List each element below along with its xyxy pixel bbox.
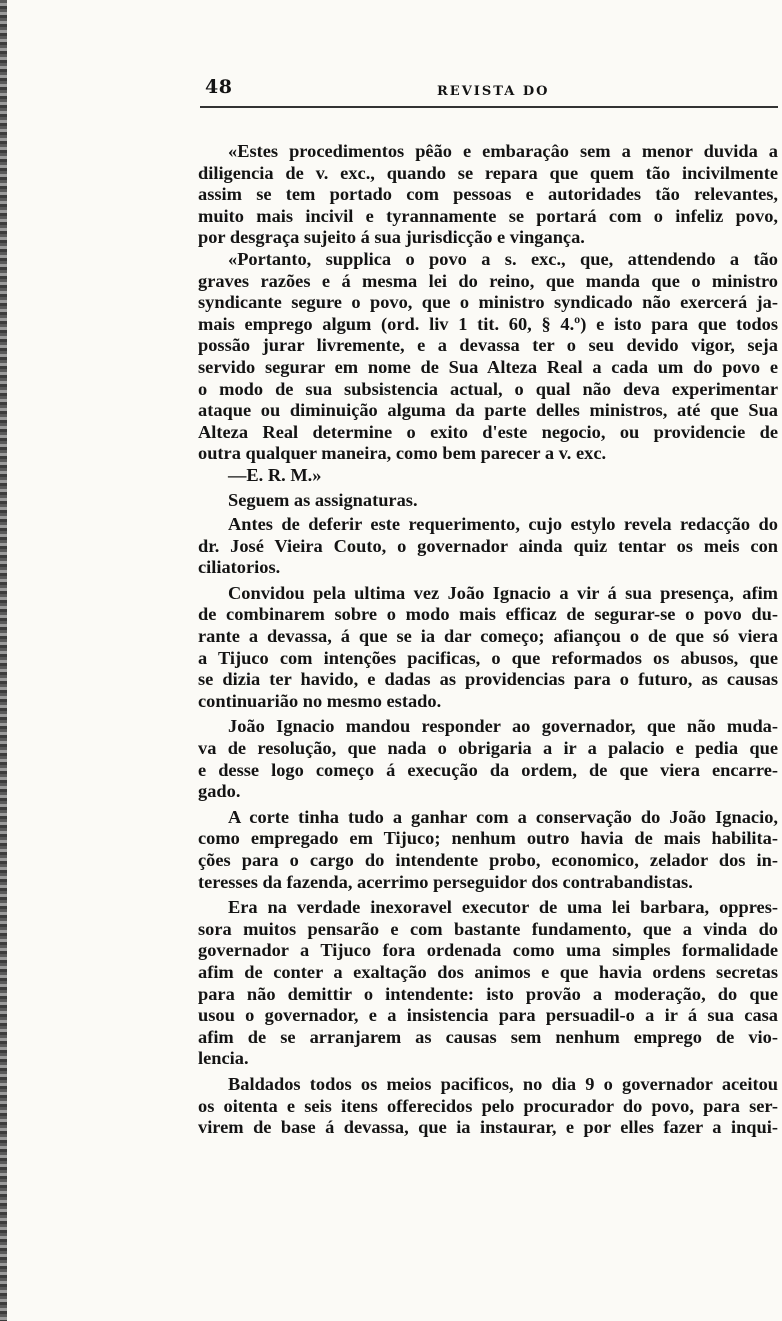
text-line: «Portanto, supplica o povo a s. exc., que, attendendo a tão bbox=[228, 248, 778, 269]
text-line: afim de conter a exaltação dos animos e que havia ordens secretas bbox=[198, 961, 778, 982]
header-rule bbox=[200, 106, 778, 108]
text-line: de combinarem sobre o modo mais efficaz de segurar-se o povo du- bbox=[198, 604, 778, 625]
text-line: ciliatorios. bbox=[198, 557, 281, 578]
text-line: va de resolução, que nada o obrigaria a ir a palacio e pedia que bbox=[198, 738, 778, 759]
text-line: diligencia de v. exc., quando se repara que quem tão incivilmente bbox=[198, 162, 778, 183]
text-line: e desse logo começo á execução da ordem, de que viera encarre- bbox=[198, 759, 778, 780]
page-number: 48 bbox=[205, 76, 233, 98]
closing-formula: —E. R. M.» bbox=[228, 464, 322, 485]
text-line: por desgraça sujeito á sua jurisdicção e vingança. bbox=[198, 227, 585, 248]
text-line: Alteza Real determine o exito d'este negocio, ou providencie de bbox=[198, 421, 778, 442]
text-line: «Estes procedimentos pêão e embaraçâo sem a menor duvida a bbox=[228, 141, 778, 161]
text-line: lencia. bbox=[198, 1048, 249, 1069]
text-line: Era na verdade inexoravel executor de uma lei barbara, oppres- bbox=[228, 897, 778, 918]
text-line: se dizia ter havido, e dadas as providencias para o futuro, as causas bbox=[198, 669, 778, 690]
text-line: Baldados todos os meios pacificos, no dia 9 o governador aceitou bbox=[228, 1073, 778, 1094]
text-line: syndicante segure o povo, que o ministro syndicado não exercerá ja- bbox=[198, 292, 778, 313]
text-line: Antes de deferir este requerimento, cujo estylo revela redacção do bbox=[228, 514, 778, 535]
book-binding-edge bbox=[0, 0, 7, 1321]
text-line: afim de se arranjarem as causas sem nenhum emprego de vio- bbox=[198, 1026, 778, 1047]
text-line: os oitenta e seis itens offerecidos pelo procurador do povo, para ser- bbox=[198, 1095, 778, 1116]
text-line: muito mais incivil e tyrannamente se portará com o infeliz povo, bbox=[198, 205, 778, 226]
body-text bbox=[198, 141, 778, 1139]
text-line: mais emprego algum (ord. liv 1 tit. 60, § 4.º) e isto para que todos bbox=[198, 313, 778, 334]
text-line: governador a Tijuco fora ordenada como uma simples formalidade bbox=[198, 940, 778, 961]
text-line: a Tijuco com intenções pacificas, o que reformados os abusos, que bbox=[198, 647, 778, 668]
text-line: sora muitos pensarão e com bastante fundamento, que a vinda do bbox=[198, 918, 778, 939]
text-line: rante a devassa, á que se ia dar começo; afiançou o de que só viera bbox=[198, 626, 778, 647]
text-line: João Ignacio mandou responder ao governador, que não muda- bbox=[228, 716, 778, 737]
text-line: usou o governador, e a insistencia para persuadil-o a ir á sua casa bbox=[198, 1005, 778, 1026]
text-line: ções para o cargo do intendente probo, economico, zelador dos in- bbox=[198, 850, 778, 870]
running-title: REVISTA DO bbox=[437, 84, 550, 99]
text-line: outra qualquer maneira, como bem parecer a v. exc. bbox=[198, 443, 607, 464]
text-line: graves razões e á mesma lei do reino, que manda que o ministro bbox=[198, 270, 778, 291]
text-line: virem de base á devassa, que ia instaurar, e por elles fazer a inqui- bbox=[198, 1117, 778, 1138]
text-line: teresses da fazenda, acerrimo perseguidor dos contrabandistas. bbox=[198, 871, 693, 892]
text-line: assim se tem portado com pessoas e autoridades tão relevantes, bbox=[198, 184, 778, 205]
text-line: servido segurar em nome de Sua Alteza Real a cada um do povo e bbox=[198, 356, 778, 377]
text-line: Seguem as assignaturas. bbox=[228, 489, 418, 510]
text-line: possão jurar livremente, e a devassa ter o seu devido vigor, seja bbox=[198, 335, 778, 356]
text-line: para não demittir o intendente: isto provão a moderação, do que bbox=[198, 983, 778, 1004]
text-line: Convidou pela ultima vez João Ignacio a vir á sua presença, afim bbox=[228, 582, 778, 603]
text-line: continuarião no mesmo estado. bbox=[198, 690, 442, 711]
text-line: dr. José Vieira Couto, o governador ainda quiz tentar os meis con bbox=[198, 535, 778, 556]
text-line: o modo de sua subsistencia actual, o qual não deva experimentar bbox=[198, 378, 778, 399]
text-line: A corte tinha tudo a ganhar com a conservação do João Ignacio, bbox=[228, 806, 778, 827]
text-line: ataque ou diminuição alguma da parte delles ministros, até que Sua bbox=[198, 400, 778, 421]
text-line: gado. bbox=[198, 781, 241, 802]
text-line: como empregado em Tijuco; nenhum outro havia de mais habilita- bbox=[198, 828, 778, 849]
